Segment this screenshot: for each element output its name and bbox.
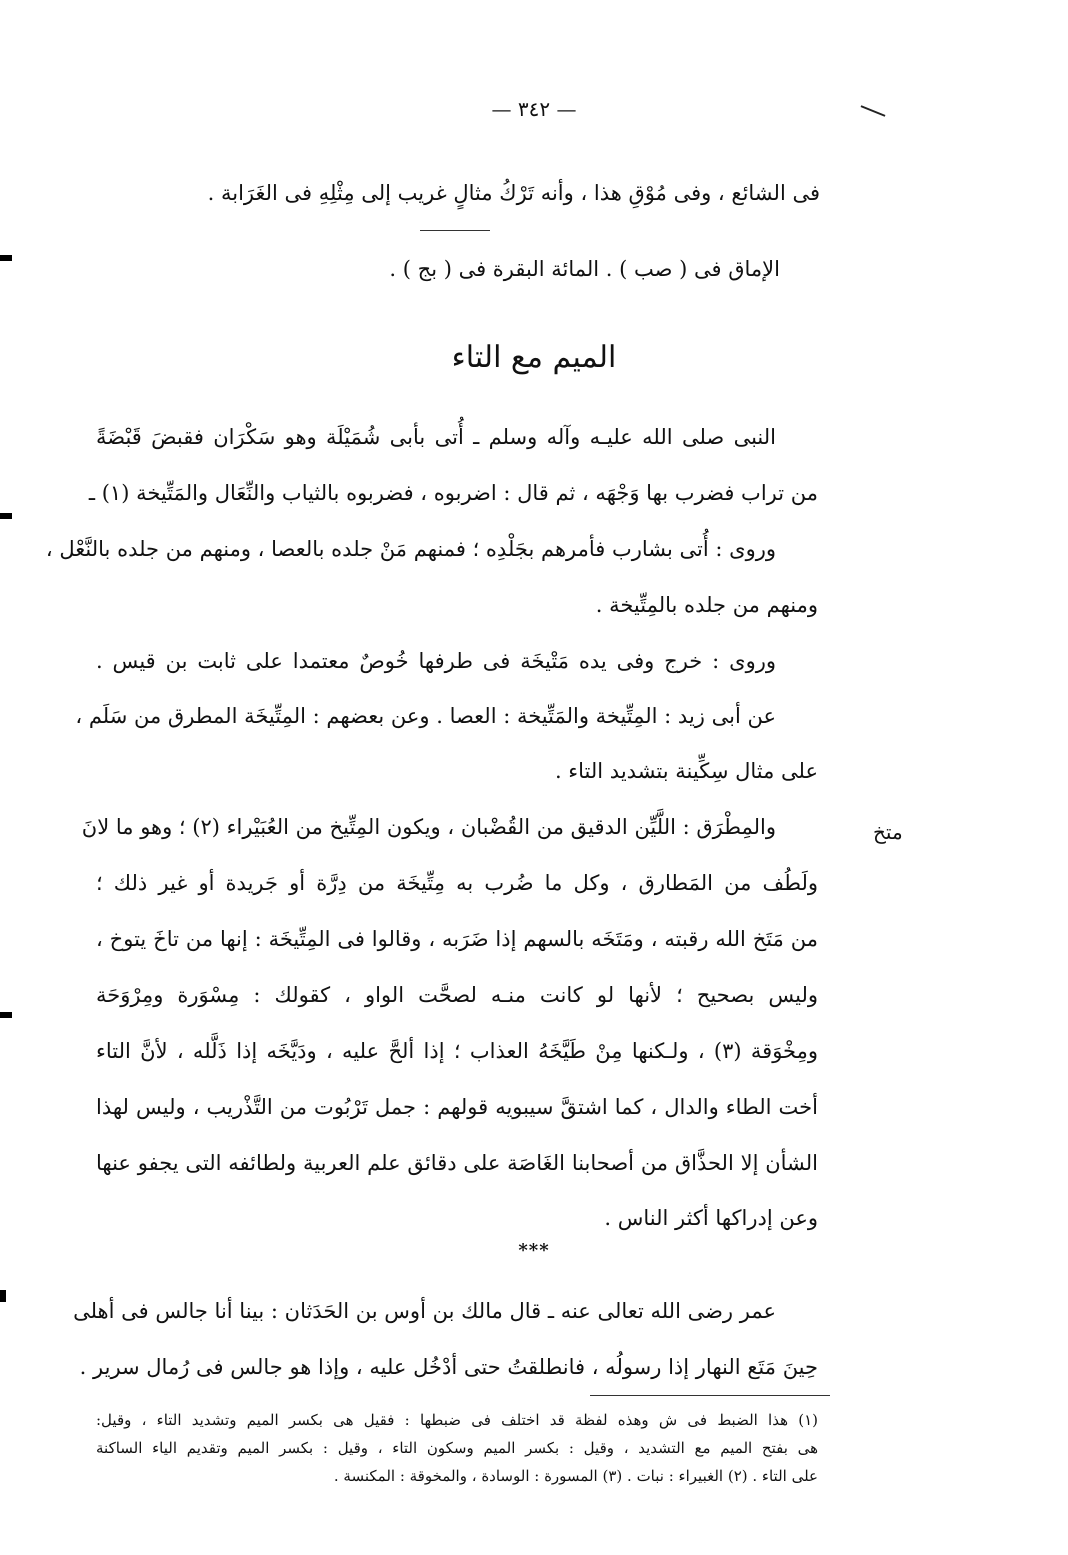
footnote-line: (١) هذا الضبط فى ش وهذه لفظة قد اختلف فى ضبطها : فقيل هى بكسر الميم وتشديد التاء ، وقيل: bbox=[96, 1411, 818, 1429]
text-line: ومنهم من جلده بالمِتِّيخة . bbox=[595, 593, 818, 617]
text-line: وروى : أُتى بشارب فأمرهم بجَلْدِه ؛ فمنهم مَنْ جلده بالعصا ، ومنهم من جلده بالنَّعْل ، bbox=[45, 537, 776, 561]
page-number: — ٣٤٢ — bbox=[491, 97, 577, 121]
text-line: أخت الطاء والدال ، كما اشتقَّ سيبويه قولهم : جمل تَرْبُوت من التَّذْريب ، وليس لهذا bbox=[96, 1095, 818, 1119]
edge-mark bbox=[0, 1012, 12, 1018]
text-line: وروى : خرج وفى يده مَتْيخَة فى طرفها خُوصٌ معتمدا على ثابت بن قيس . bbox=[96, 649, 776, 673]
text-line: ومِخْوَقة (٣) ، ولـكنها مِنْ طَيَّخَهُ العذاب ؛ إذا ألحَّ عليه ، ودَيَّخَه إذا ذَلَّله ، لأنَّ التاء bbox=[96, 1039, 818, 1063]
text-line: من تراب فضرب بها وَجْهَه ، ثم قال : اضربوه ، فضربوه بالثياب والنِّعَال والمَتِّيخة (١) ـ bbox=[88, 481, 818, 505]
text-line: والمِطْرَق : اللَّيِّن الدقيق من القُضْبان ، ويكون المِتِّيخ من العُبَيْراء (٢) ؛ وهو ما لانَ bbox=[81, 815, 776, 839]
text-line: عمر رضى الله تعالى عنه ـ قال مالك بن أوس بن الحَدَثان : بينا أنا جالس فى أهلى bbox=[73, 1299, 776, 1323]
short-rule bbox=[420, 230, 490, 231]
footnote-line: على التاء . (٢) الغبيراء : نبات . (٣) المسورة : الوسادة ، والمخوقة : المكنسة . bbox=[333, 1467, 818, 1485]
edge-mark bbox=[0, 513, 12, 519]
text-line: وعن إدراكها أكثر الناس . bbox=[604, 1206, 818, 1230]
text-line: من مَتَخ الله رقبته ، ومَتَخَه بالسهم إذا ضَرَبه ، وقالوا فى المِتِّيخَة : إنها من تاخَ يتوخ ، bbox=[96, 927, 818, 951]
footnote-rule bbox=[590, 1395, 830, 1396]
edge-mark bbox=[0, 1290, 6, 1302]
text-line: الشأن إلا الحذَّاق من أصحابنا الغَاصَة على دقائق علم العربية ولطائفه التى يجفو عنها bbox=[96, 1151, 818, 1175]
text-line: فى الشائع ، وفى مُوْقِ هذا ، وأنه تَرْكُ مثالٍ غريب إلى مِثْلِهِ فى الغَرَابة . bbox=[207, 181, 820, 205]
text-line: ولَطُف من المَطارق ، وكل ما ضُرب به مِتِّيخَة من دِرَّة أو جَريدة أو غير ذلك ؛ bbox=[96, 871, 818, 895]
edge-mark bbox=[0, 255, 12, 261]
text-line: عن أبى زيد : المِتِّيخة والمَتِّيخة : العصا . وعن بعضهم : المِتِّيخَة المطرق من سَلَم ، bbox=[75, 704, 776, 728]
text-line: حِينَ مَتَع النهار إذا رسولُه ، فانطلقتُ حتى أدْخُل عليه ، وإذا هو جالس فى رُمال سرير . bbox=[79, 1355, 818, 1379]
section-separator: *** bbox=[518, 1240, 550, 1261]
margin-keyword: متخ bbox=[873, 820, 903, 844]
footnote-line: هى بفتح الميم مع التشديد ، وقيل : بكسر الميم وسكون التاء ، وقيل : بكسر الميم وتقديم الياء الساكنة bbox=[96, 1439, 818, 1457]
text-line: الإماق فى ( صب ) . المائة البقرة فى ( بج ) . bbox=[389, 257, 780, 281]
text-line: على مثال سِكِّينة بتشديد التاء . bbox=[554, 759, 818, 783]
text-line: وليس بصحيح ؛ لأنها لو كانت منـه لصحَّت الواو ، كقولك : مِسْوَرة ومِرْوَحَة bbox=[96, 983, 818, 1007]
section-heading: الميم مع التاء bbox=[451, 340, 617, 375]
text-line: النبى صلى الله عليـه وآله وسلم ـ أُتى بأبى شُمَيْلَة وهو سَكْرَان فقبضَ قَبْضَةً bbox=[96, 425, 776, 449]
